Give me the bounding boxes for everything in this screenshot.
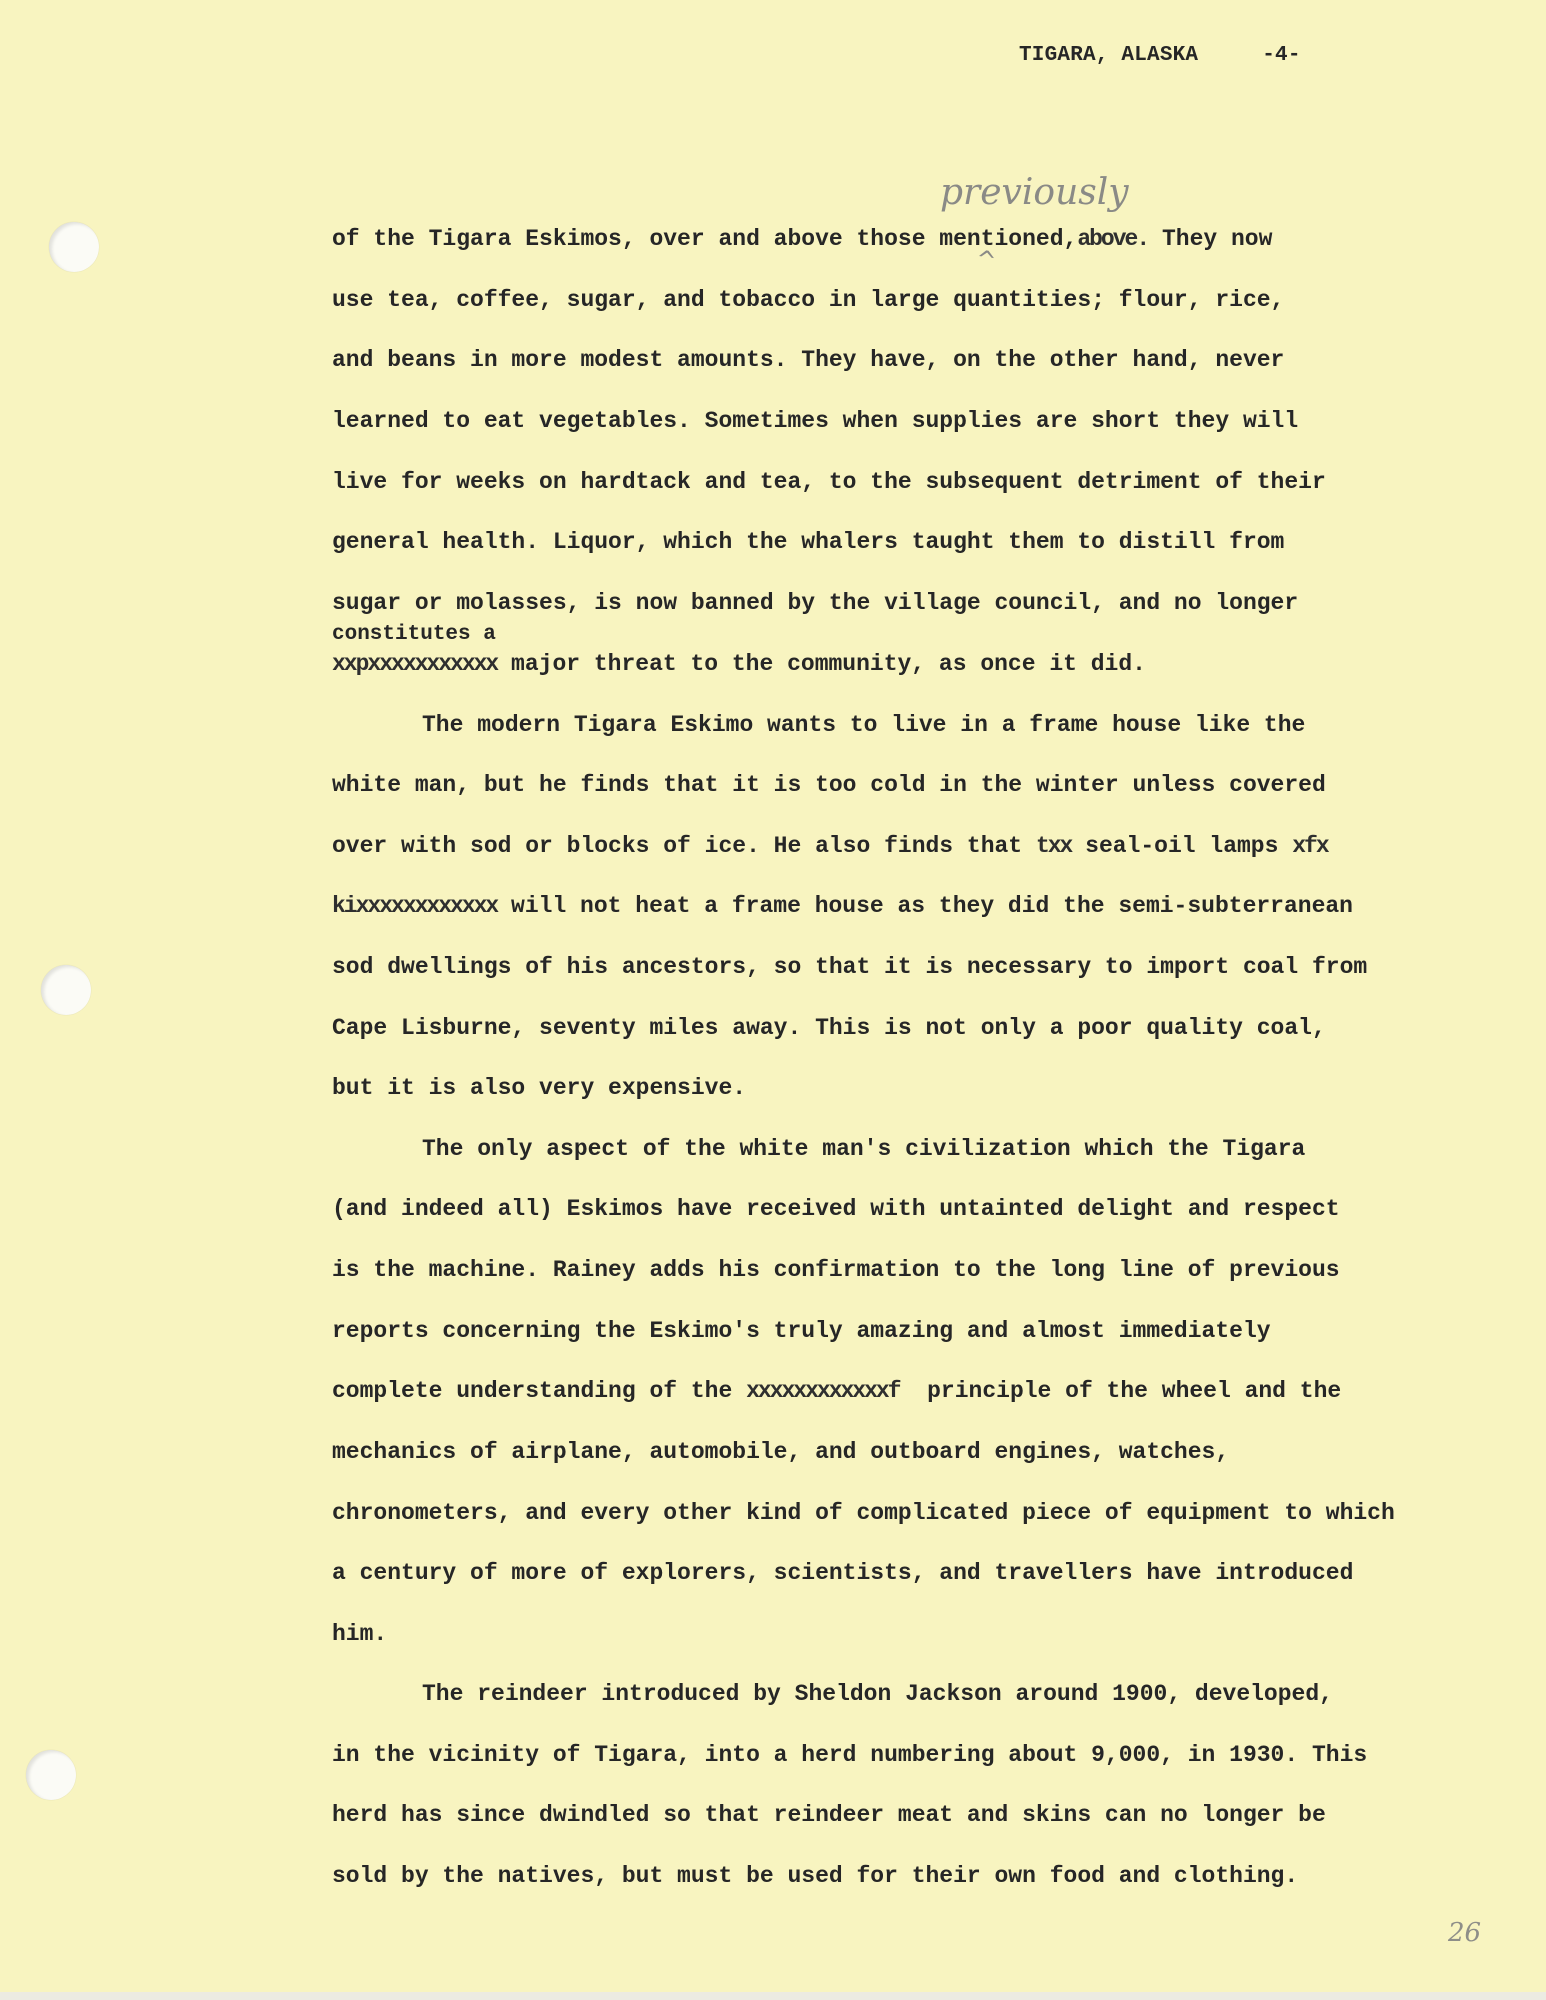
text-line: him. bbox=[332, 1621, 388, 1647]
text-line: but it is also very expensive. bbox=[332, 1075, 747, 1101]
text-line: complete understanding of the xxxxxxxxxxxxf principle of the wheel and the bbox=[332, 1378, 1342, 1404]
text-line: is the machine. Rainey adds his confirmation to the long line of previous bbox=[332, 1257, 1340, 1283]
page-header: TIGARA, ALASKA -4- bbox=[1019, 44, 1301, 67]
text-line: of the Tigara Eskimos, over and above those mentioned,above. They now bbox=[332, 226, 1273, 252]
text-line: over with sod or blocks of ice. He also finds that txx seal-oil lamps xfx bbox=[332, 833, 1328, 859]
struck-word: xxxxxxxxxxxxf bbox=[746, 1378, 900, 1404]
text-line: Cape Lisburne, seventy miles away. This is not only a poor quality coal, bbox=[332, 1015, 1326, 1041]
text-line: sold by the natives, but must be used for their own food and clothing. bbox=[332, 1863, 1299, 1889]
text-line: (and indeed all) Eskimos have received with untainted delight and respect bbox=[332, 1196, 1340, 1222]
text-line: white man, but he finds that it is too cold in the winter unless covered bbox=[332, 772, 1326, 798]
text-line: xxpxxxxxxxxxxx major threat to the community, as once it did. bbox=[332, 651, 1146, 677]
text-line: The only aspect of the white man's civilization which the Tigara bbox=[422, 1136, 1306, 1162]
text-line: a century of more of explorers, scientists, and travellers have introduced bbox=[332, 1560, 1354, 1586]
text-line: The reindeer introduced by Sheldon Jackson around 1900, developed, bbox=[422, 1681, 1333, 1707]
text-line: and beans in more modest amounts. They have, on the other hand, never bbox=[332, 347, 1285, 373]
struck-word: above. bbox=[1077, 226, 1149, 252]
folio-number: 26 bbox=[1448, 1918, 1482, 1948]
text-line: in the vicinity of Tigara, into a herd numbering about 9,000, in 1930. This bbox=[332, 1742, 1368, 1768]
inserted-text-line: constitutes a bbox=[332, 623, 496, 646]
page-bottom-edge bbox=[0, 1992, 1546, 2000]
struck-word: txx bbox=[1035, 833, 1072, 859]
text-line: herd has since dwindled so that reindeer meat and skins can no longer be bbox=[332, 1802, 1326, 1828]
text-line: kixxxxxxxxxxxx will not heat a frame house as they did the semi-subterranean bbox=[332, 893, 1353, 919]
text-line: general health. Liquor, which the whalers taught them to distill from bbox=[332, 529, 1285, 555]
punch-hole-top bbox=[49, 222, 99, 272]
struck-word: kixxxxxxxxxxxx bbox=[332, 893, 498, 919]
handwritten-insertion: previously bbox=[940, 172, 1129, 213]
text-line: use tea, coffee, sugar, and tobacco in large quantities; flour, rice, bbox=[332, 287, 1285, 313]
text-line: sugar or molasses, is now banned by the village council, and no longer bbox=[332, 590, 1299, 616]
punch-hole-middle bbox=[41, 965, 91, 1015]
text-line: chronometers, and every other kind of complicated piece of equipment to which bbox=[332, 1500, 1395, 1526]
struck-word: xfx bbox=[1292, 833, 1328, 859]
text-line: live for weeks on hardtack and tea, to the subsequent detriment of their bbox=[332, 469, 1326, 495]
text-line: learned to eat vegetables. Sometimes when supplies are short they will bbox=[332, 408, 1299, 434]
punch-hole-bottom bbox=[26, 1750, 76, 1800]
text-line: The modern Tigara Eskimo wants to live in a frame house like the bbox=[422, 712, 1306, 738]
text-line: reports concerning the Eskimo's truly amazing and almost immediately bbox=[332, 1318, 1271, 1344]
text-line: sod dwellings of his ancestors, so that it is necessary to import coal from bbox=[332, 954, 1368, 980]
insertion-caret: ^ bbox=[974, 244, 998, 276]
text-line: mechanics of airplane, automobile, and outboard engines, watches, bbox=[332, 1439, 1230, 1465]
struck-word: xxpxxxxxxxxxxx bbox=[332, 651, 498, 677]
